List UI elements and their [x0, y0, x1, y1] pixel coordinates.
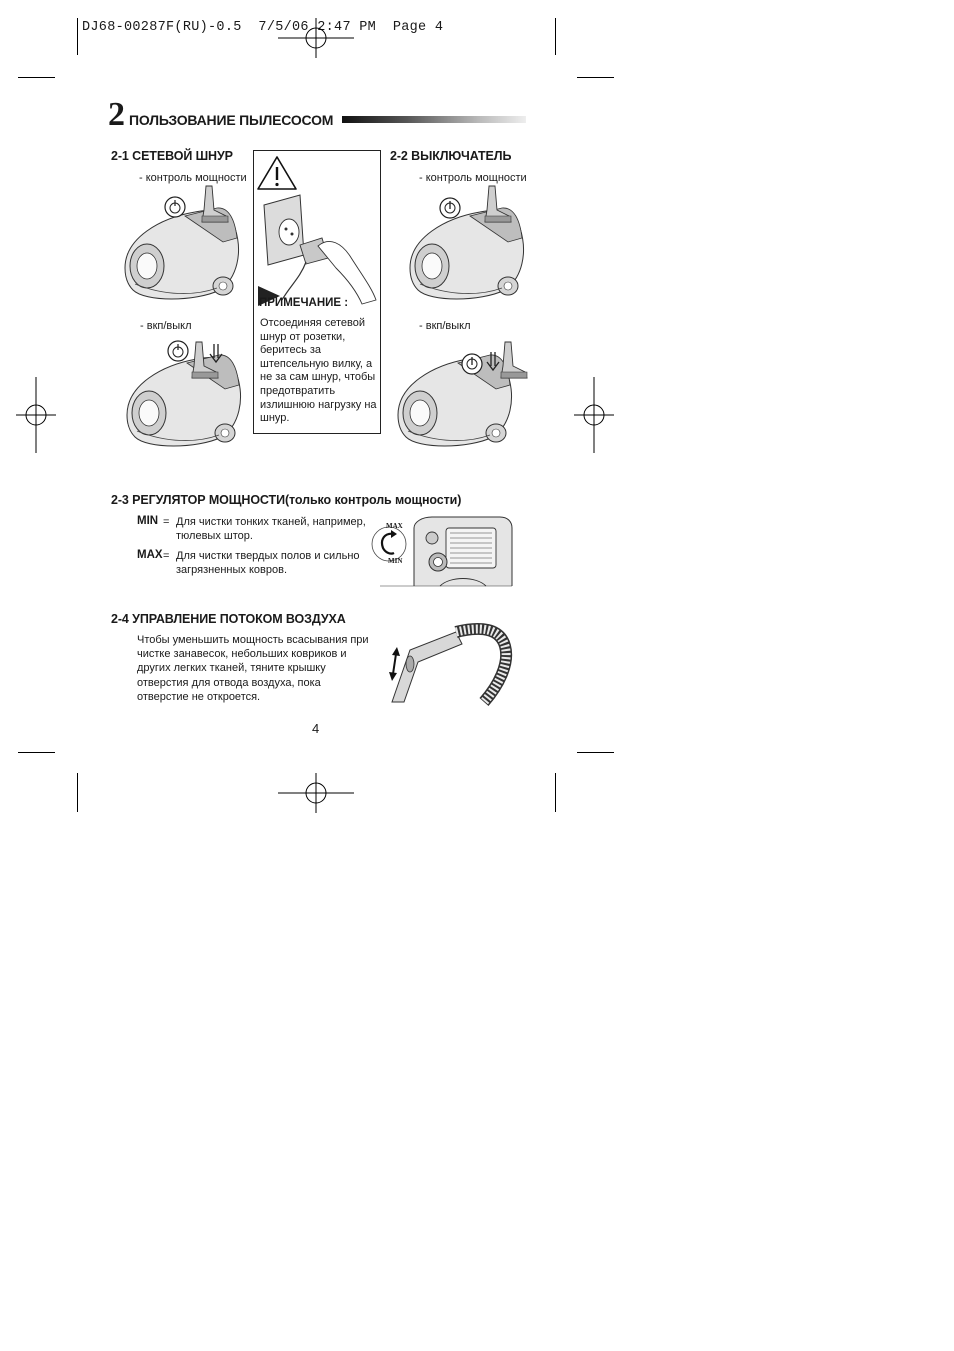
cord-label-on-off: - вкп/выкл: [140, 320, 192, 332]
switch-label-on-off: - вкп/выкл: [419, 320, 471, 332]
cord-label-power-control: - контроль мощности: [139, 172, 247, 184]
max-description: Для чистки твердых полов и сильно загрязненных ковров.: [176, 550, 360, 576]
updown-arrow-icon: [389, 647, 400, 681]
chapter-number: 2: [108, 96, 125, 133]
power-switch-icon: [462, 354, 482, 374]
power-plug-icon: [165, 197, 185, 217]
max-eq: =: [163, 550, 170, 562]
note-text: Отсоединяя сетевой шнур от розетки, беритесь за штепсельную вилку, а не за сам шнур, чтобы предотвратить излишнюю нагрузку на шнур.: [260, 317, 377, 425]
airflow-hose-illustration: [392, 629, 506, 702]
min-description: Для чистки тонких тканей, например, тюлевых штор.: [176, 516, 366, 542]
max-key: MAX: [137, 549, 163, 561]
section-switch-title: 2-2 ВЫКЛЮЧАТЕЛЬ: [390, 149, 512, 163]
min-key: MIN: [137, 515, 159, 527]
section-cord-title: 2-1 СЕТЕВОЙ ШНУР: [111, 149, 233, 163]
section-airflow-title: 2-4 УПРАВЛЕНИЕ ПОТОКОМ ВОЗДУХА: [111, 612, 346, 626]
dial-max-label: MAX: [386, 522, 403, 530]
print-slug: DJ68-00287F(RU)-0.5 7/5/06 2:47 PM Page 4: [82, 20, 444, 35]
switch-label-power-control: - контроль мощности: [419, 172, 527, 184]
rotate-arrow-icon: [372, 527, 406, 561]
page-number: 4: [312, 721, 320, 736]
chapter-title: ПОЛЬЗОВАНИЕ ПЫЛЕСОСОМ: [129, 112, 334, 128]
airflow-description: Чтобы уменьшить мощность всасывания при чистке занавесок, небольших ковриков и других легких тканей, тяните крышку отверстия для отвода воздуха, пока отверстие не откроется.: [137, 634, 369, 703]
power-plug-icon: [168, 341, 188, 361]
note-title: ПРИМЕЧАНИЕ :: [259, 297, 349, 309]
dial-min-label: MIN: [388, 557, 403, 565]
section-power-title: 2-3 РЕГУЛЯТОР МОЩНОСТИ(только контроль мощности): [111, 493, 462, 507]
min-eq: =: [163, 516, 170, 528]
power-switch-icon: [440, 198, 460, 218]
